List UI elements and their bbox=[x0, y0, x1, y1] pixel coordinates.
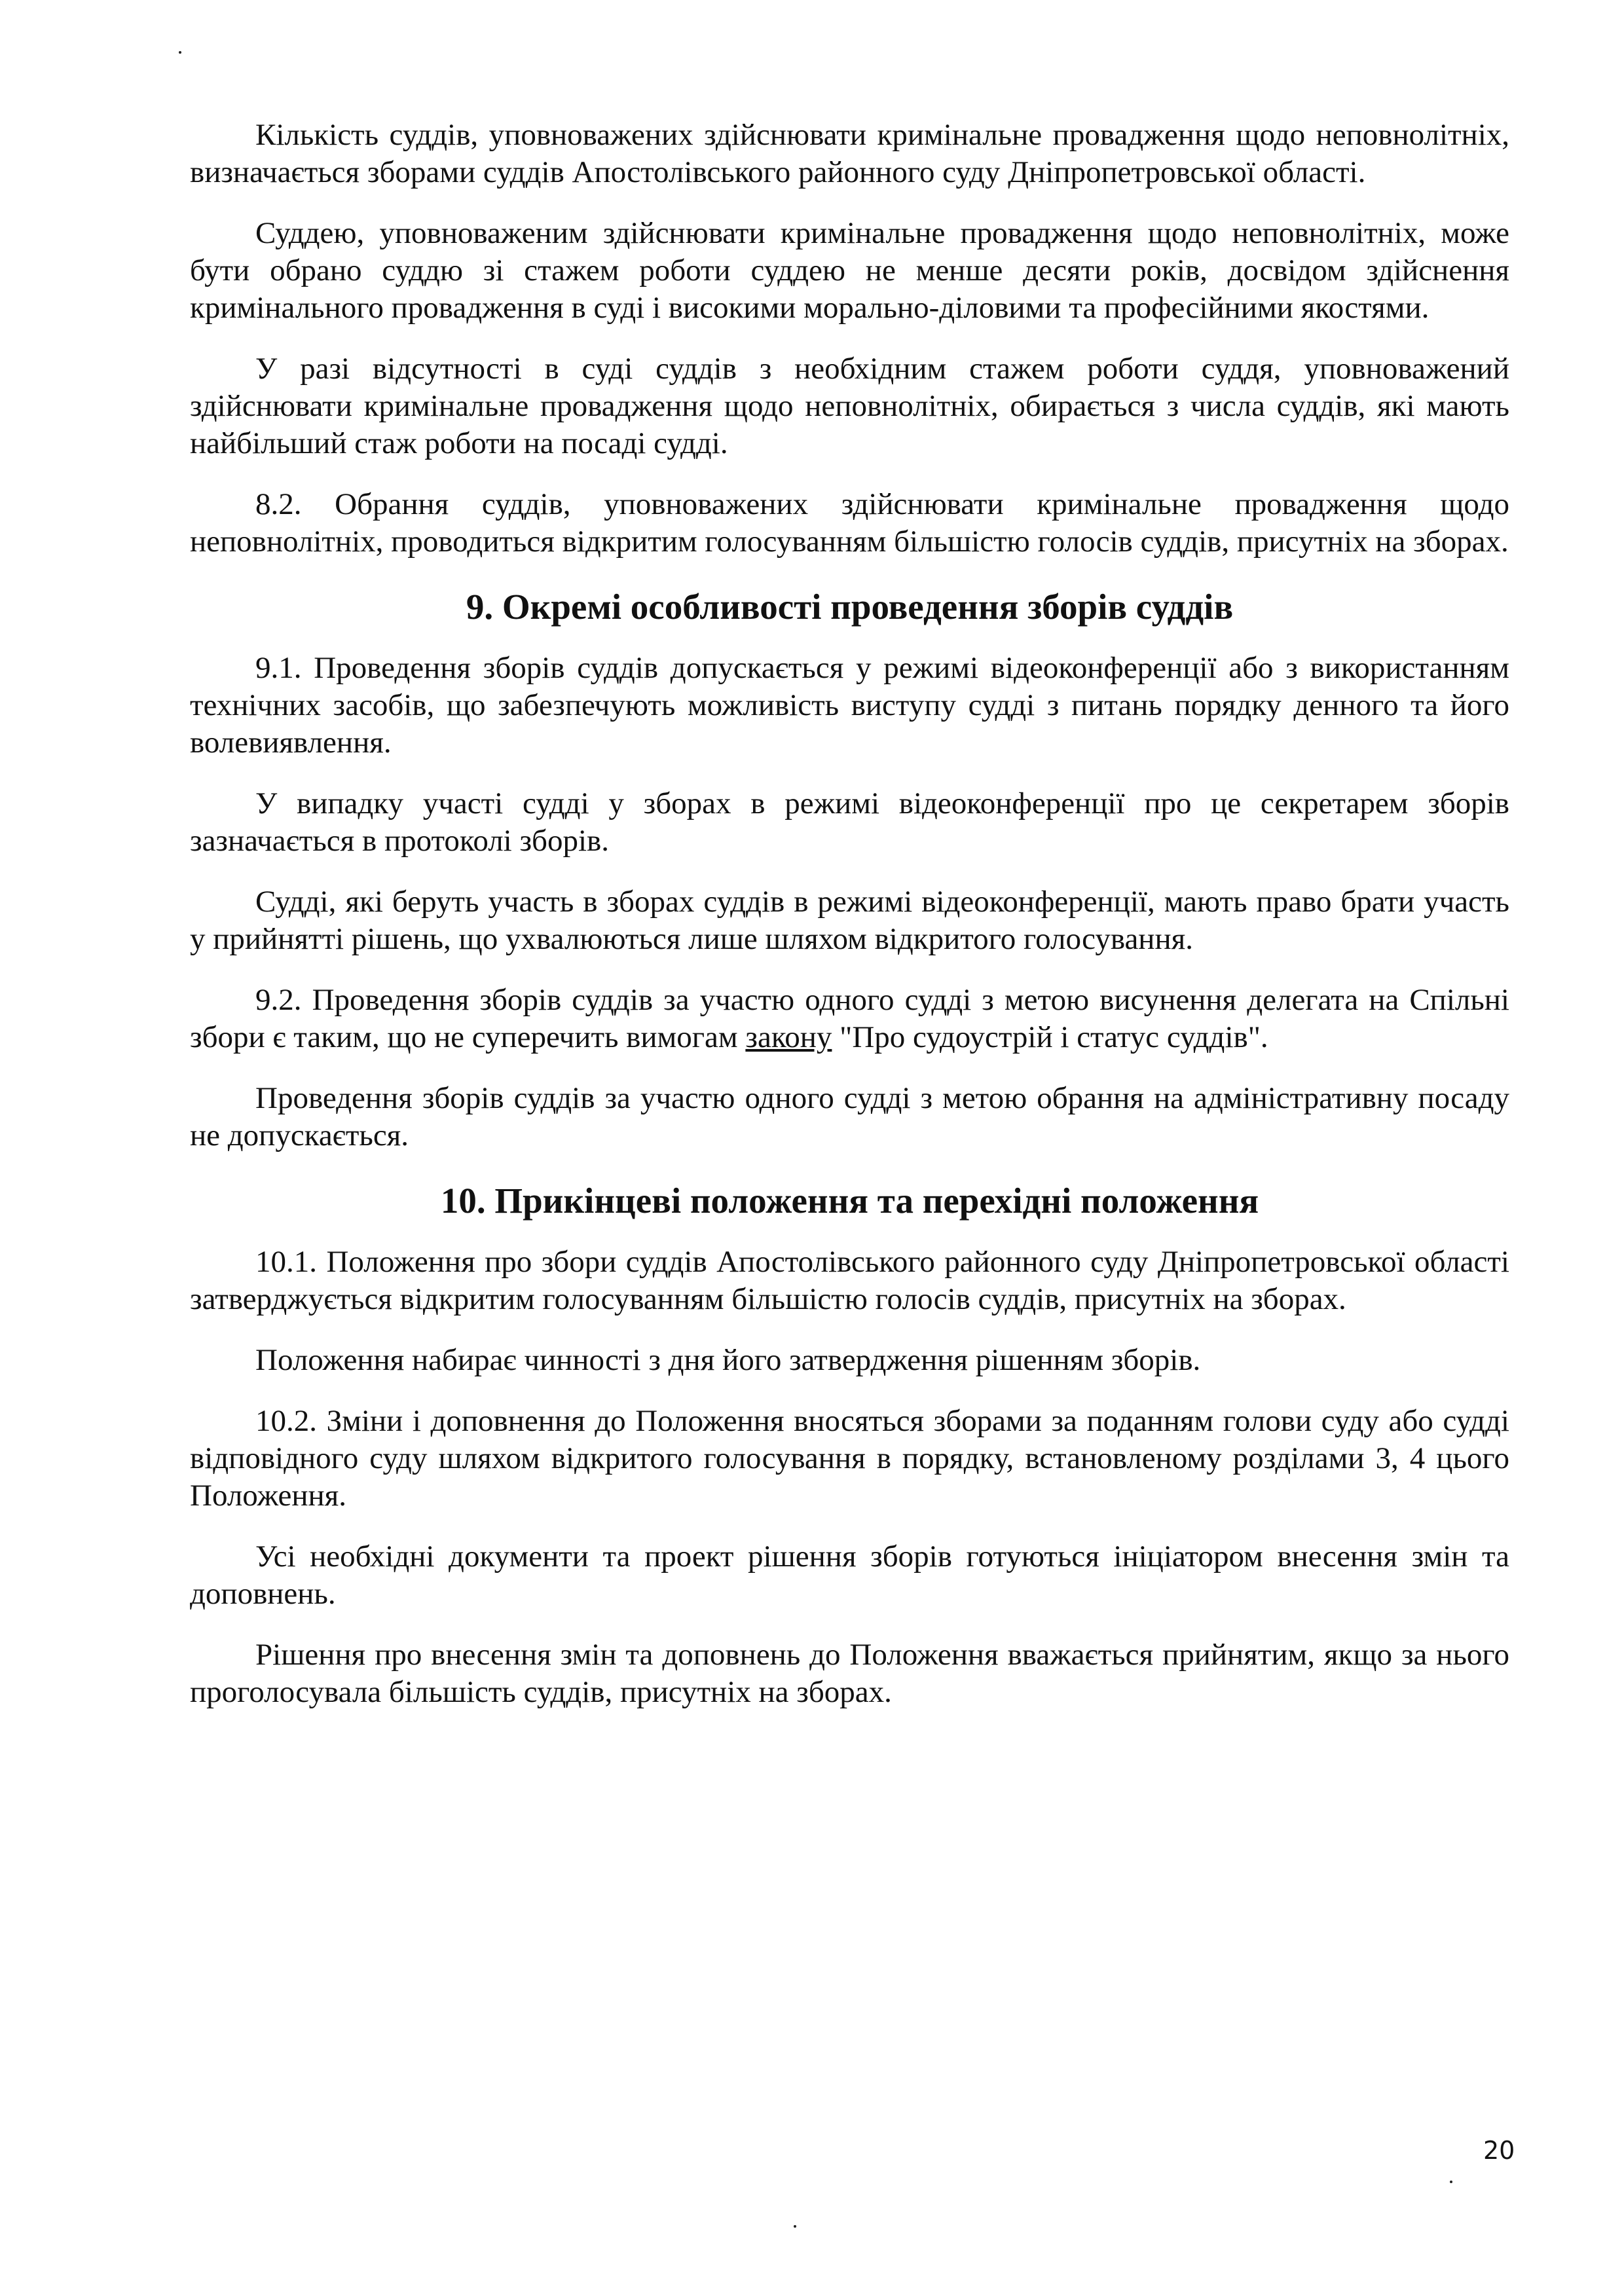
paragraph-8-2: 8.2. Обрання суддів, уповноважених здійснювати кримінальне провадження щодо неповнолітніх, проводиться відкритим голосуванням більшістю голосів суддів, присутніх на зборах. bbox=[190, 487, 1509, 559]
paragraph-judge-eligibility: Суддею, уповноваженим здійснювати кримінальне провадження щодо неповнолітніх, може бути обрано суддю зі стажем роботи суддею не менше десяти років, досвідом здійснення кримінального провадження в суді і високими морально-діловими та професійними якостями. bbox=[190, 216, 1509, 325]
section-10-heading: 10. Прикінцеві положення та перехідні положення bbox=[440, 1181, 1259, 1221]
paragraph-9-2-text-before: 9.2. Проведення зборів суддів за участю одного судді з метою висунення делегата на Спільні збори є таким, що не суперечить вимогам bbox=[190, 983, 1509, 1054]
paragraph-9-1: 9.1. Проведення зборів суддів допускається у режимі відеоконференції або з використанням технічних засобів, що забезпечують можливість виступу судді з питань порядку денного та його волевиявлення. bbox=[190, 651, 1509, 760]
paragraph-decision-adoption: Рішення про внесення змін та доповнень до Положення вважається прийнятим, якщо за нього проголосувала більшість суддів, присутніх на зборах. bbox=[190, 1638, 1509, 1709]
paragraph-videoconference-protocol: У випадку участі судді у зборах в режимі відеоконференції про це секретарем зборів зазначається в протоколі зборів. bbox=[190, 786, 1509, 858]
document-page bbox=[190, 117, 1509, 1735]
scan-speck bbox=[794, 2225, 796, 2228]
scan-speck bbox=[179, 51, 181, 54]
paragraph-10-2: 10.2. Зміни і доповнення до Положення вносяться зборами за поданням голови суду або судді відповідного суду шляхом відкритого голосування в порядку, встановленому розділами 3, 4 цього Положення. bbox=[190, 1404, 1509, 1513]
paragraph-9-2-text-after: "Про судоустрій і статус суддів". bbox=[832, 1020, 1268, 1054]
paragraph-10-1: 10.1. Положення про збори суддів Апостолівського районного суду Дніпропетровської області затверджується відкритим голосуванням більшістю голосів суддів, присутніх на зборах. bbox=[190, 1245, 1509, 1316]
paragraph-admin-position: Проведення зборів суддів за участю одного судді з метою обрання на адміністративну посаду не допускається. bbox=[190, 1081, 1509, 1152]
section-9-heading: 9. Окремі особливості проведення зборів суддів bbox=[466, 587, 1234, 627]
paragraph-judge-fallback: У разі відсутності в суді суддів з необхідним стажем роботи суддя, уповноважений здійснювати кримінальне провадження щодо неповнолітніх, обирається з числа суддів, які мають найбільший стаж роботи на посаді судді. bbox=[190, 352, 1509, 460]
paragraph-documents-preparation: Усі необхідні документи та проект рішення зборів готуються ініціатором внесення змін та доповнень. bbox=[190, 1539, 1509, 1611]
paragraph-9-2 bbox=[190, 982, 1509, 1056]
paragraph-judges-count: Кількість суддів, уповноважених здійснювати кримінальне провадження щодо неповнолітніх, визначається зборами суддів Апостолівського районного суду Дніпропетровської області. bbox=[190, 118, 1509, 189]
scan-speck bbox=[1450, 2181, 1452, 2183]
paragraph-videoconference-voting: Судді, які беруть участь в зборах суддів в режимі відеоконференції, мають право брати участь у прийнятті рішень, що ухвалюються лише шляхом відкритого голосування. bbox=[190, 885, 1509, 956]
law-link[interactable]: закону bbox=[745, 1020, 832, 1054]
paragraph-entry-into-force: Положення набирає чинності з дня його затвердження рішенням зборів. bbox=[255, 1343, 1201, 1377]
page-number: 20 bbox=[1483, 2136, 1515, 2165]
